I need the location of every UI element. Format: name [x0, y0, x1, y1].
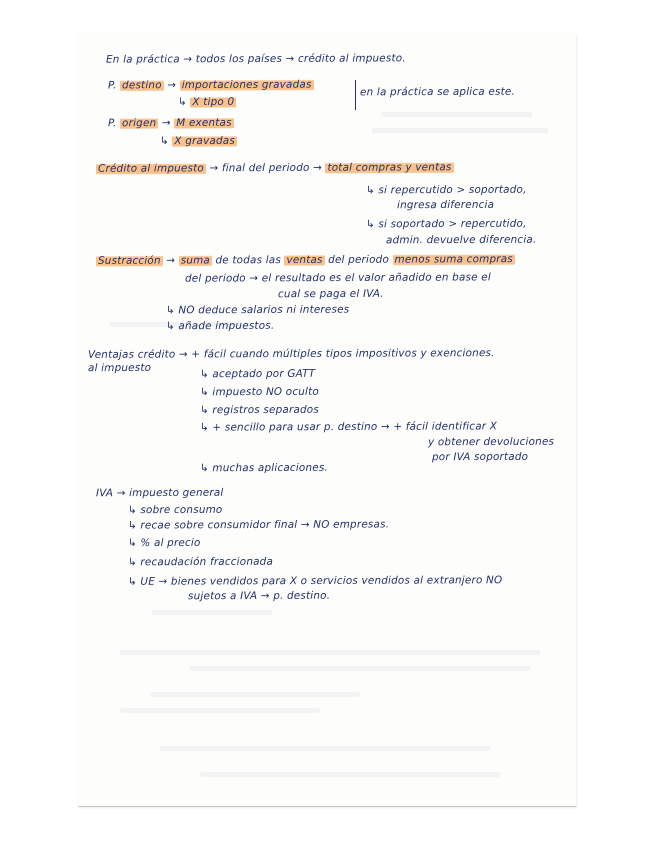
note-line — [108, 79, 314, 92]
note-line — [200, 386, 319, 399]
note-text: y obtener devoluciones — [427, 435, 555, 449]
note-text: del periodo — [324, 253, 393, 266]
note-line — [397, 199, 494, 211]
highlighted-text: destino — [122, 79, 162, 92]
note-text: ↳ añade impuestos. — [165, 319, 275, 333]
highlighted-text: Crédito al impuesto — [97, 162, 204, 175]
highlighted-text: origen — [122, 117, 157, 130]
highlighted-text: total compras y ventas — [327, 161, 452, 174]
highlighted-text: importaciones gravadas — [181, 78, 312, 92]
note-line — [200, 404, 319, 417]
note-text: ↳ impuesto NO oculto — [199, 385, 319, 399]
note-line — [386, 234, 537, 247]
note-line — [96, 161, 454, 175]
note-line — [185, 271, 491, 284]
note-line — [200, 420, 497, 433]
note-text: → — [158, 116, 175, 130]
note-text: del periodo → el resultado es el valor añadido en base el — [184, 271, 491, 285]
highlighted-text: menos suma compras — [394, 253, 513, 266]
show-through-mark — [120, 708, 320, 713]
note-text: sujetos a IVA → p. destino. — [187, 589, 331, 603]
note-text: P. — [107, 117, 121, 130]
note-text: P. — [107, 79, 121, 92]
note-line — [366, 218, 527, 231]
note-text: ↳ registros separados — [199, 403, 319, 417]
note-line — [360, 86, 515, 99]
note-text: ↳ si repercutido > soportado, — [365, 183, 527, 197]
show-through-mark — [150, 692, 360, 697]
show-through-mark — [200, 772, 500, 777]
note-text: ↳ — [177, 96, 191, 109]
show-through-mark — [382, 112, 532, 117]
note-line — [128, 537, 201, 549]
note-line — [428, 436, 554, 449]
note-line — [108, 117, 234, 130]
note-text: ↳ aceptado por GATT — [199, 367, 316, 381]
note-text: por IVA soportado — [431, 450, 529, 464]
show-through-mark — [120, 650, 540, 655]
note-line — [178, 96, 236, 108]
note-text: → — [162, 254, 179, 267]
highlighted-text: X gravadas — [174, 134, 236, 148]
note-text: de todas las — [211, 254, 285, 267]
note-text: ↳ muchas aplicaciones. — [199, 461, 328, 475]
highlighted-text: ventas — [286, 253, 323, 267]
note-line — [188, 590, 330, 603]
note-line — [166, 320, 274, 332]
note-text: ↳ UE → bienes vendidos para X o servicios vendidos al extranjero NO — [127, 574, 503, 588]
note-line — [160, 135, 237, 147]
note-text: Ventajas crédito → + fácil cuando múltiples tipos impositivos y exenciones. — [87, 347, 495, 361]
note-text: IVA → impuesto general — [95, 486, 224, 500]
note-text: ↳ sobre consumo — [127, 503, 223, 517]
note-text: → — [163, 79, 180, 92]
note-line — [200, 462, 328, 475]
note-line — [432, 451, 528, 463]
show-through-mark — [372, 128, 548, 133]
show-through-mark — [152, 610, 272, 615]
show-through-mark — [160, 746, 490, 751]
note-line — [88, 347, 495, 361]
highlighted-text: suma — [180, 254, 211, 267]
note-line — [106, 52, 406, 65]
note-line — [96, 253, 515, 267]
note-text: → final del periodo → — [205, 161, 326, 175]
note-text: ↳ % al precio — [127, 536, 201, 550]
note-line — [128, 504, 223, 516]
note-text: admin. devuelve diferencia. — [385, 233, 537, 247]
highlighted-text: Sustracción — [97, 254, 161, 267]
note-text: ↳ NO deduce salarios ni intereses — [165, 303, 350, 317]
note-line — [128, 556, 273, 569]
note-line — [200, 368, 315, 381]
note-text: cual se paga el IVA. — [277, 287, 384, 301]
note-line — [96, 487, 224, 500]
note-text: ↳ recae sobre consumidor final → NO empresas. — [127, 518, 390, 532]
note-line — [128, 574, 502, 588]
brace-mark — [353, 80, 356, 110]
note-line — [166, 304, 349, 317]
highlighted-text: X tipo 0 — [192, 95, 235, 109]
brace-note: en la práctica se aplica este. — [359, 85, 515, 99]
note-line — [278, 288, 384, 300]
note-line — [128, 518, 389, 531]
note-text: ↳ — [159, 135, 173, 148]
note-text: ingresa diferencia — [396, 198, 495, 212]
note-text: ↳ recaudación fraccionada — [127, 555, 274, 569]
note-text: ↳ si soportado > repercutido, — [365, 217, 527, 231]
highlighted-text: M exentas — [176, 116, 232, 129]
note-text: ↳ + sencillo para usar p. destino → + fácil identificar X — [199, 420, 498, 434]
note-text: al impuesto — [87, 361, 152, 375]
note-line — [88, 362, 151, 374]
show-through-mark — [190, 666, 530, 671]
note-line — [366, 184, 527, 197]
note-text: En la práctica → todos los países → crédito al impuesto. — [105, 52, 406, 66]
